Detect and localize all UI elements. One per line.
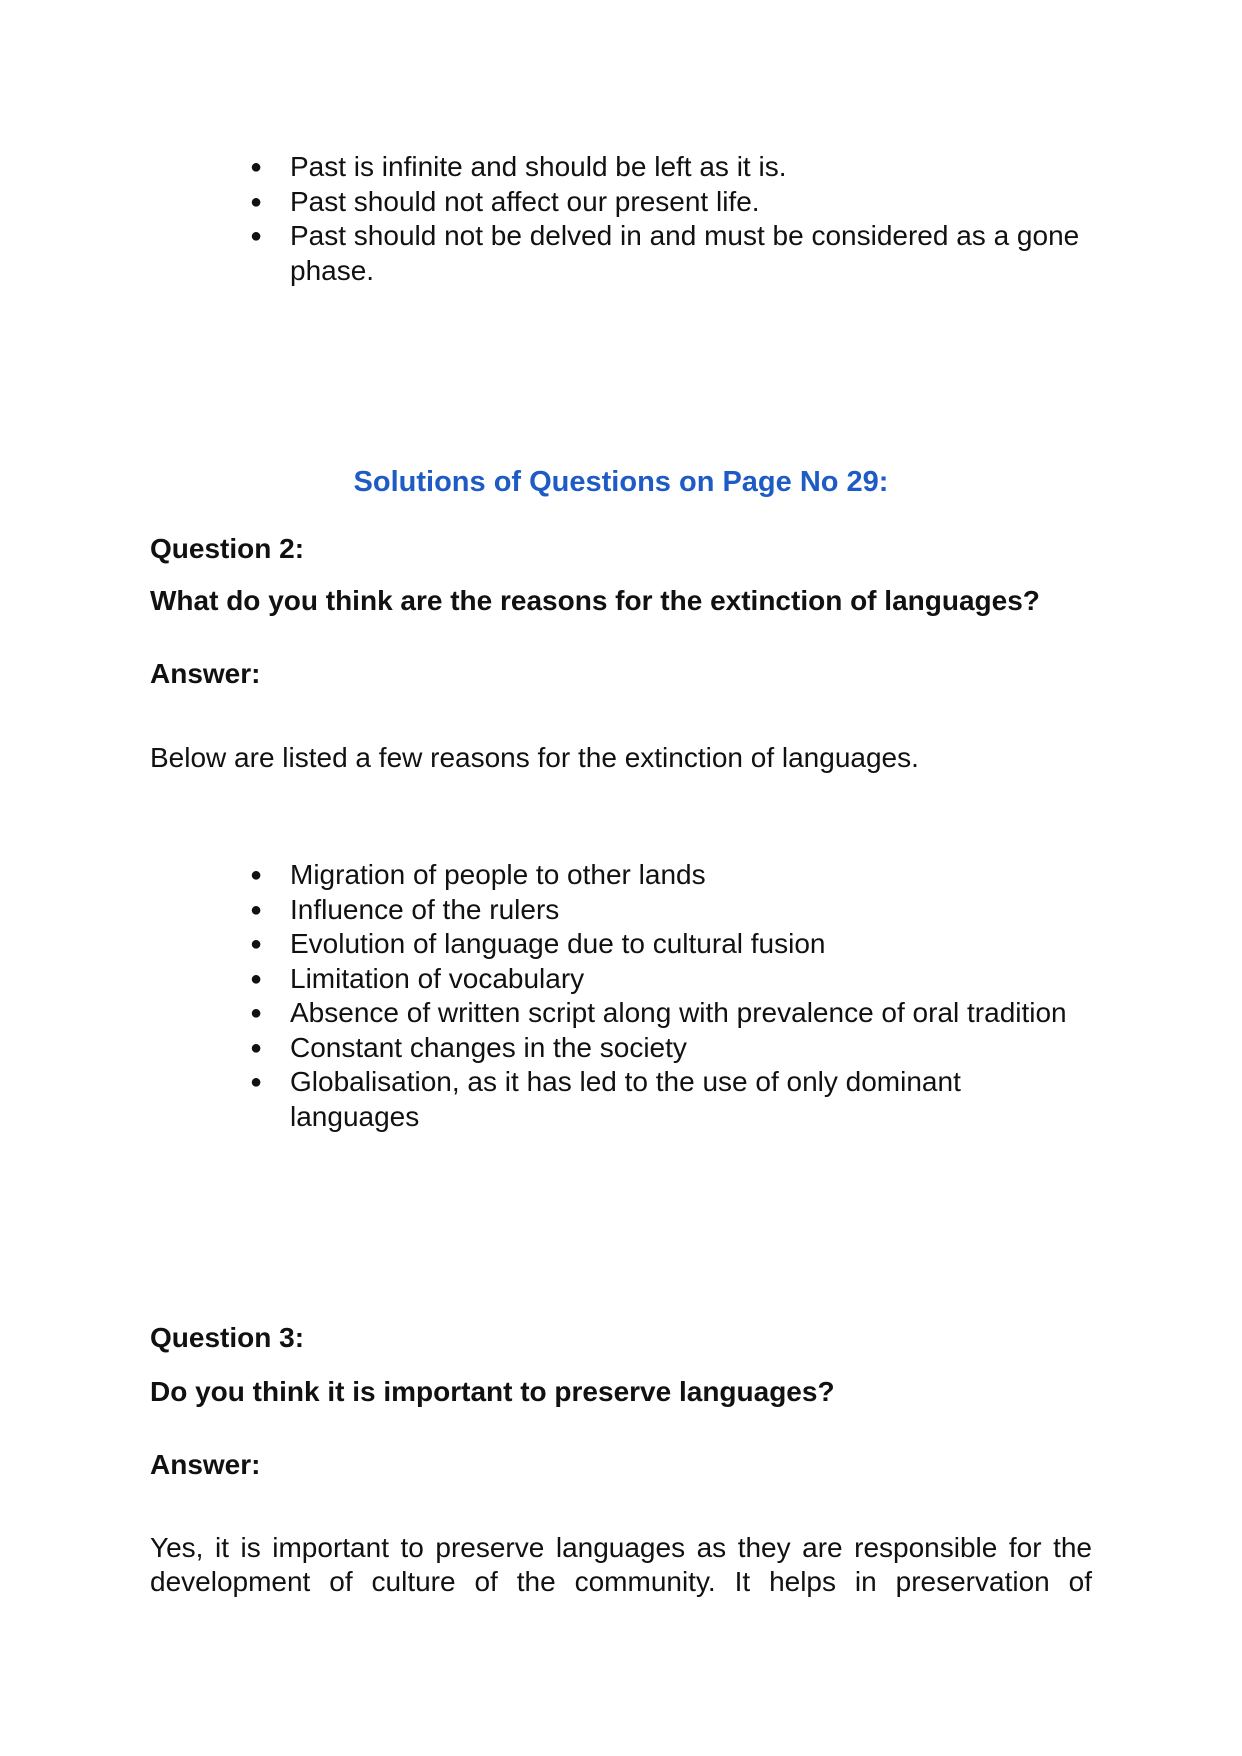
answer-3-line-1: Yes, it is important to preserve languages as they are responsible for the (150, 1532, 1092, 1563)
answer-3-line-2: development of culture of the community. It helps in preservation of (150, 1566, 1092, 1597)
list-item: ● Limitation of vocabulary (250, 962, 1080, 997)
question-3-label: Question 3: (150, 1322, 305, 1353)
reasons-list (250, 858, 1080, 1134)
past-list (250, 150, 1080, 288)
list-item: ● Globalisation, as it has led to the use of only dominant languages (250, 1065, 1080, 1134)
question-2-label: Question 2: (150, 533, 305, 564)
list-item: ● Constant changes in the society (250, 1031, 1080, 1066)
question-3-text: Do you think it is important to preserve languages? (150, 1376, 835, 1407)
list-item: ● Influence of the rulers (250, 893, 1080, 928)
answer-2-intro: Below are listed a few reasons for the extinction of languages. (150, 742, 919, 773)
list-item: ● Migration of people to other lands (250, 858, 1080, 893)
list-item: ● Past is infinite and should be left as it is. (250, 150, 1080, 185)
list-item: ● Past should not be delved in and must be considered as a gone phase. (250, 219, 1080, 288)
section-title: Solutions of Questions on Page No 29: (353, 466, 889, 498)
list-item: ● Past should not affect our present life. (250, 185, 1080, 220)
answer-3-label: Answer: (150, 1449, 261, 1480)
list-item: ● Absence of written script along with prevalence of oral tradition (250, 996, 1080, 1031)
answer-2-label: Answer: (150, 658, 261, 689)
list-item: ● Evolution of language due to cultural fusion (250, 927, 1080, 962)
question-2-text: What do you think are the reasons for the extinction of languages? (150, 585, 1040, 616)
